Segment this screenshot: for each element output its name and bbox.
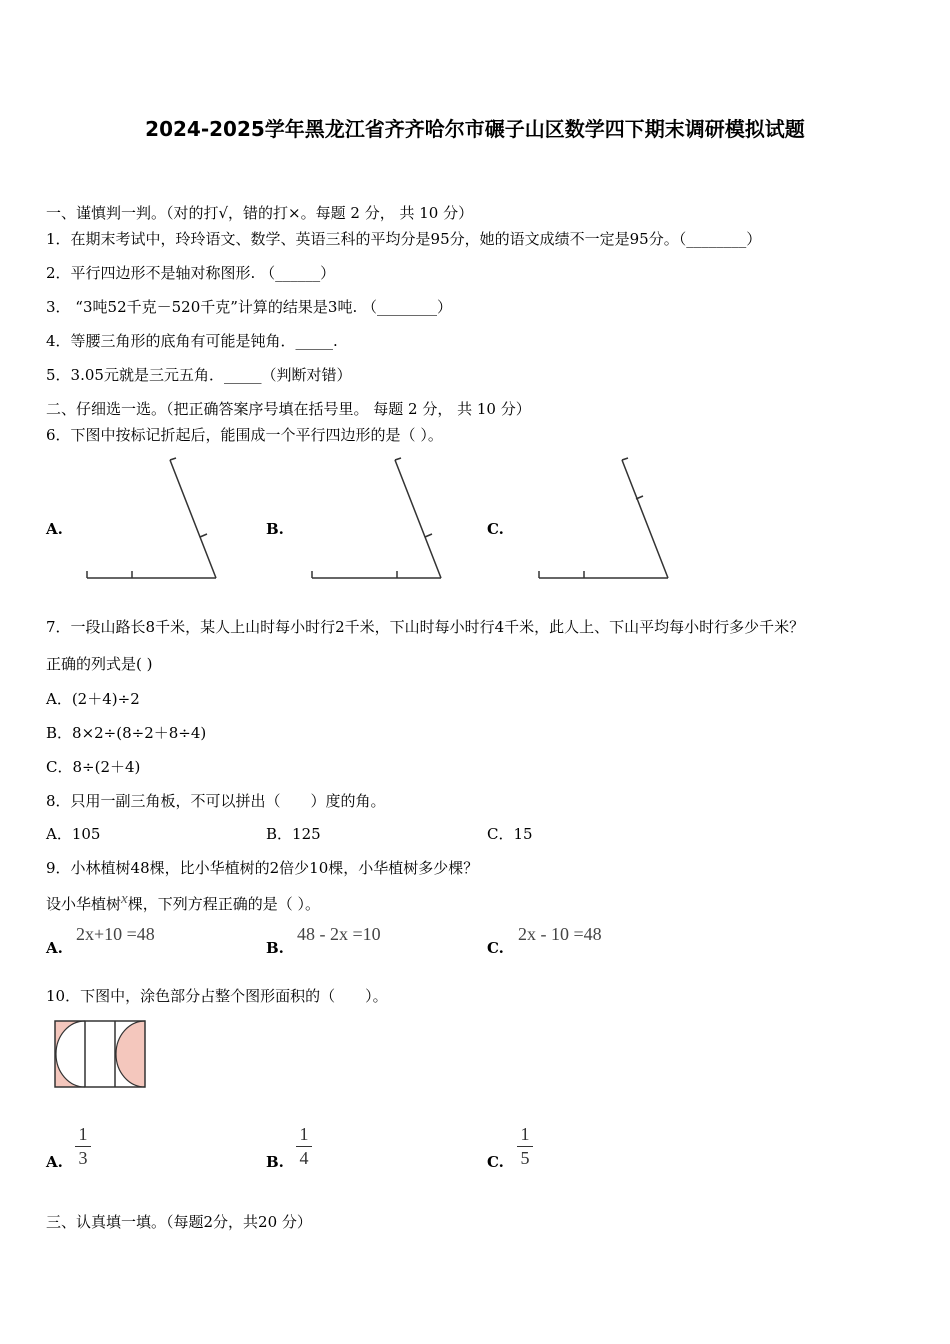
q9-option-c-label: C. bbox=[487, 939, 504, 957]
question-2: 2．平行四边形不是轴对称图形. （______） bbox=[46, 264, 336, 282]
question-5: 5．3.05元就是三元五角．_____（判断对错） bbox=[46, 366, 352, 384]
q10-shaded-region-right bbox=[116, 1021, 145, 1087]
q9-prompt-start: 设小华植树 bbox=[46, 895, 122, 913]
section-3-heading: 三、认真填一填。（每题2分，共20 分） bbox=[46, 1213, 312, 1231]
question-4: 4．等腰三角形的底角有可能是钝角．_____. bbox=[46, 332, 338, 350]
q6-option-a-label: A. bbox=[46, 520, 63, 538]
q9-equation-c: 2x - 10 =48 bbox=[518, 924, 602, 944]
question-1: 1．在期末考试中，玲玲语文、数学、英语三科的平均分是95分，她的语文成绩不一定是95分。（________） bbox=[46, 230, 762, 248]
section-1-heading: 一、谨慎判一判。（对的打√，错的打×。每题 2 分， 共 10 分） bbox=[46, 204, 474, 222]
q10-fraction-c-denominator: 5 bbox=[520, 1148, 530, 1168]
q6-figure-c bbox=[537, 455, 672, 585]
page-title: 2024-2025学年黑龙江省齐齐哈尔市碾子山区数学四下期末调研模拟试题 bbox=[145, 117, 805, 141]
q6-figure-b bbox=[310, 455, 445, 585]
q10-option-a-label: A. bbox=[46, 1153, 63, 1171]
q8-option-c: C．15 bbox=[487, 825, 533, 843]
q10-fraction-c bbox=[515, 1124, 535, 1169]
q9-equation-a: 2x+10 =48 bbox=[76, 924, 155, 944]
q9-prompt-end: 棵，下列方程正确的是（ ）。 bbox=[127, 895, 320, 913]
question-7-prompt: 正确的列式是( ) bbox=[46, 655, 153, 673]
q9-option-b-label: B. bbox=[266, 939, 284, 957]
question-9: 9．小林植树48棵，比小华植树的2倍少10棵，小华植树多少棵？ bbox=[46, 859, 479, 877]
q10-fraction-a-numerator: 1 bbox=[78, 1124, 88, 1144]
q10-option-b-label: B. bbox=[266, 1153, 284, 1171]
q10-fraction-a bbox=[73, 1124, 93, 1169]
q7-option-c: C．8÷(2＋4) bbox=[46, 758, 141, 776]
q9-equation-b: 48 - 2x =10 bbox=[297, 924, 381, 944]
q6-figure-a bbox=[85, 455, 220, 585]
question-3: 3． “3吨52千克－520千克”计算的结果是3吨. （________） bbox=[46, 298, 452, 316]
q10-fraction-b-numerator: 1 bbox=[299, 1124, 309, 1144]
q10-fraction-b-denominator: 4 bbox=[299, 1148, 309, 1168]
q8-option-b: B．125 bbox=[266, 825, 321, 843]
question-10: 10．下图中，涂色部分占整个图形面积的（ ）。 bbox=[46, 987, 388, 1005]
question-6: 6．下图中按标记折起后，能围成一个平行四边形的是（ ）。 bbox=[46, 426, 443, 444]
q10-option-c-label: C. bbox=[487, 1153, 504, 1171]
section-2-heading: 二、仔细选一选。（把正确答案序号填在括号里。 每题 2 分， 共 10 分） bbox=[46, 400, 531, 418]
q8-option-a: A．105 bbox=[46, 825, 101, 843]
question-9-prompt bbox=[46, 891, 320, 914]
question-7: 7．一段山路长8千米，某人上山时每小时行2千米，下山时每小时行4千米，此人上、下山平均每小时行多少千米？ bbox=[46, 618, 805, 636]
question-8: 8．只用一副三角板，不可以拼出（ ）度的角。 bbox=[46, 792, 386, 810]
q7-option-a: A．(2＋4)÷2 bbox=[46, 690, 140, 708]
q10-figure bbox=[54, 1020, 148, 1090]
q7-option-b: B．8×2÷(8÷2＋8÷4) bbox=[46, 724, 207, 742]
q9-variable: x bbox=[121, 891, 128, 907]
q6-option-b-label: B. bbox=[266, 520, 284, 538]
q10-fraction-b bbox=[294, 1124, 314, 1169]
q10-fraction-c-numerator: 1 bbox=[520, 1124, 530, 1144]
q6-option-c-label: C. bbox=[487, 520, 504, 538]
q10-fraction-a-denominator: 3 bbox=[78, 1148, 88, 1168]
q9-option-a-label: A. bbox=[46, 939, 63, 957]
